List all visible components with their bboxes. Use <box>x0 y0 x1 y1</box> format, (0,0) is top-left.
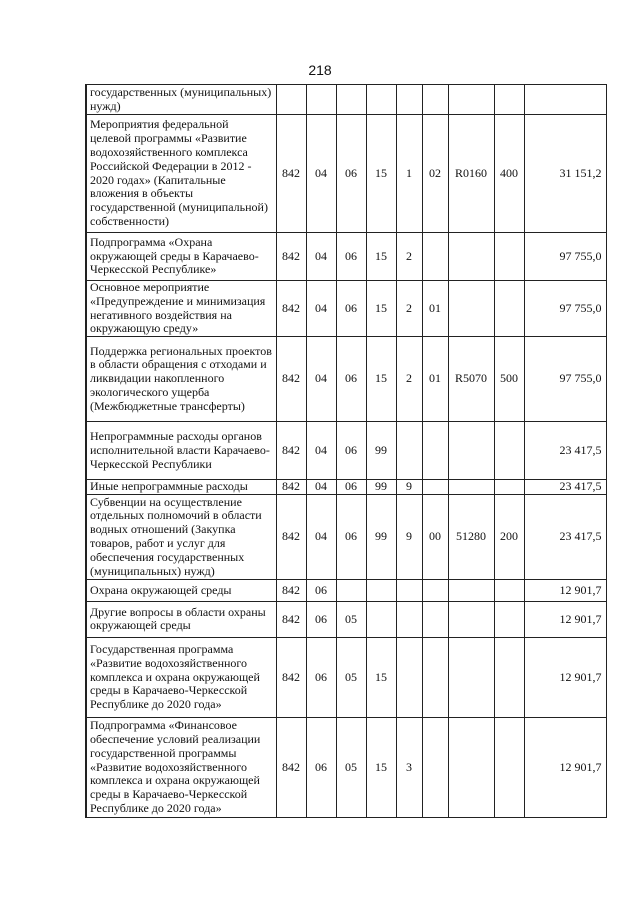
expense-name: Непрограммные расходы органов исполнительной власти Карачаево-Черкесской Республики <box>86 422 276 480</box>
cell-code <box>276 85 306 115</box>
cell-p2 <box>396 422 422 480</box>
row-margin <box>58 480 86 495</box>
cell-vr <box>494 637 524 717</box>
cell-p2 <box>396 85 422 115</box>
cell-vr <box>494 233 524 281</box>
amount-value: 12 901,7 <box>524 717 606 817</box>
cell-p4 <box>448 233 494 281</box>
cell-code: 842 <box>276 422 306 480</box>
cell-p2: 3 <box>396 717 422 817</box>
cell-pr: 05 <box>336 717 366 817</box>
cell-p1: 15 <box>366 717 396 817</box>
cell-rz: 04 <box>306 337 336 422</box>
row-margin <box>58 601 86 637</box>
cell-p2: 9 <box>396 494 422 579</box>
row-margin <box>58 85 86 115</box>
expense-name: Государственная программа «Развитие водохозяйственного комплекса и охрана окружающей среды в Карачаево-Черкесской Республике до 2020 года» <box>86 637 276 717</box>
expense-name: Субвенции на осуществление отдельных полномочий в области водных отношений (Закупка товаров, работ и услуг для обеспечения государственных (муниципальных) нужд) <box>86 494 276 579</box>
table-row <box>58 337 606 422</box>
cell-p1: 99 <box>366 422 396 480</box>
cell-vr <box>494 422 524 480</box>
table-row <box>58 579 606 601</box>
amount-value: 12 901,7 <box>524 579 606 601</box>
cell-p1: 15 <box>366 115 396 233</box>
cell-p1: 99 <box>366 480 396 495</box>
cell-p2: 2 <box>396 337 422 422</box>
cell-p4: R5070 <box>448 337 494 422</box>
cell-p3: 02 <box>422 115 448 233</box>
amount-value: 97 755,0 <box>524 233 606 281</box>
row-margin <box>58 494 86 579</box>
cell-p1 <box>366 601 396 637</box>
cell-p4 <box>448 717 494 817</box>
expense-name: Основное мероприятие «Предупреждение и минимизация негативного воздействия на окружающую среду» <box>86 281 276 337</box>
cell-code: 842 <box>276 637 306 717</box>
row-margin <box>58 717 86 817</box>
row-margin <box>58 337 86 422</box>
expense-name: Мероприятия федеральной целевой программы «Развитие водохозяйственного комплекса Российской Федерации в 2012 - 2020 годах» (Капитальные вложения в объекты государственной (муниципальной) собственности) <box>86 115 276 233</box>
cell-p1: 15 <box>366 637 396 717</box>
row-margin <box>58 422 86 480</box>
cell-p2: 2 <box>396 281 422 337</box>
cell-rz: 04 <box>306 494 336 579</box>
cell-p3: 00 <box>422 494 448 579</box>
row-margin <box>58 233 86 281</box>
table-row <box>58 422 606 480</box>
cell-p3 <box>422 480 448 495</box>
table-row <box>58 601 606 637</box>
cell-p3 <box>422 637 448 717</box>
cell-pr <box>336 579 366 601</box>
amount-value: 12 901,7 <box>524 637 606 717</box>
row-margin <box>58 579 86 601</box>
amount-value: 31 151,2 <box>524 115 606 233</box>
cell-pr: 05 <box>336 637 366 717</box>
cell-rz: 04 <box>306 115 336 233</box>
cell-p1: 15 <box>366 337 396 422</box>
cell-vr: 200 <box>494 494 524 579</box>
cell-p4 <box>448 637 494 717</box>
table-row <box>58 637 606 717</box>
cell-code: 842 <box>276 337 306 422</box>
cell-vr <box>494 281 524 337</box>
cell-p3 <box>422 422 448 480</box>
cell-p1: 15 <box>366 233 396 281</box>
cell-code: 842 <box>276 233 306 281</box>
cell-pr: 05 <box>336 601 366 637</box>
cell-rz: 04 <box>306 281 336 337</box>
cell-p2 <box>396 579 422 601</box>
cell-code: 842 <box>276 494 306 579</box>
cell-p2: 2 <box>396 233 422 281</box>
cell-vr <box>494 579 524 601</box>
cell-pr: 06 <box>336 115 366 233</box>
amount-value: 97 755,0 <box>524 337 606 422</box>
cell-p1: 99 <box>366 494 396 579</box>
row-margin <box>58 115 86 233</box>
cell-p2: 1 <box>396 115 422 233</box>
cell-pr: 06 <box>336 494 366 579</box>
expense-name: Охрана окружающей среды <box>86 579 276 601</box>
cell-rz: 06 <box>306 637 336 717</box>
cell-rz: 06 <box>306 601 336 637</box>
expense-name: Подпрограмма «Финансовое обеспечение условий реализации государственной программы «Развитие водохозяйственного комплекса и охрана окружающей среды в Карачаево-Черкесской Республике до 2020 года» <box>86 717 276 817</box>
cell-vr <box>494 480 524 495</box>
cell-p4 <box>448 422 494 480</box>
table-row <box>58 717 606 817</box>
cell-p2: 9 <box>396 480 422 495</box>
amount-value: 97 755,0 <box>524 281 606 337</box>
table-row <box>58 480 606 495</box>
cell-code: 842 <box>276 281 306 337</box>
cell-rz: 06 <box>306 579 336 601</box>
cell-rz <box>306 85 336 115</box>
table-row <box>58 233 606 281</box>
cell-p3 <box>422 233 448 281</box>
cell-p4 <box>448 480 494 495</box>
cell-p3: 01 <box>422 281 448 337</box>
expense-name: Иные непрограммные расходы <box>86 480 276 495</box>
cell-code: 842 <box>276 601 306 637</box>
cell-p3 <box>422 601 448 637</box>
cell-pr: 06 <box>336 422 366 480</box>
cell-p3 <box>422 85 448 115</box>
expense-name: государственных (муниципальных) нужд) <box>86 85 276 115</box>
row-margin <box>58 281 86 337</box>
cell-pr <box>336 85 366 115</box>
cell-p2 <box>396 601 422 637</box>
cell-vr <box>494 85 524 115</box>
amount-value: 23 417,5 <box>524 494 606 579</box>
cell-p4 <box>448 601 494 637</box>
cell-p4 <box>448 579 494 601</box>
cell-pr: 06 <box>336 281 366 337</box>
cell-rz: 06 <box>306 717 336 817</box>
expense-name: Поддержка региональных проектов в области обращения с отходами и ликвидации накопленного экологического ущерба (Межбюджетные трансферты) <box>86 337 276 422</box>
cell-code: 842 <box>276 115 306 233</box>
cell-vr <box>494 717 524 817</box>
cell-p2 <box>396 637 422 717</box>
table-row <box>58 115 606 233</box>
page-number: 218 <box>308 62 332 78</box>
cell-p1 <box>366 85 396 115</box>
row-margin <box>58 637 86 717</box>
amount-value: 12 901,7 <box>524 601 606 637</box>
cell-p4: R0160 <box>448 115 494 233</box>
cell-code: 842 <box>276 480 306 495</box>
cell-p4: 51280 <box>448 494 494 579</box>
cell-pr: 06 <box>336 337 366 422</box>
table-row <box>58 85 606 115</box>
expense-name: Другие вопросы в области охраны окружающей среды <box>86 601 276 637</box>
table-row <box>58 494 606 579</box>
cell-p3: 01 <box>422 337 448 422</box>
cell-rz: 04 <box>306 422 336 480</box>
cell-pr: 06 <box>336 233 366 281</box>
cell-pr: 06 <box>336 480 366 495</box>
cell-p4 <box>448 85 494 115</box>
cell-rz: 04 <box>306 233 336 281</box>
cell-vr <box>494 601 524 637</box>
cell-vr: 500 <box>494 337 524 422</box>
cell-code: 842 <box>276 717 306 817</box>
cell-p1 <box>366 579 396 601</box>
cell-p4 <box>448 281 494 337</box>
table-row <box>58 281 606 337</box>
expense-name: Подпрограмма «Охрана окружающей среды в Карачаево-Черкесской Республике» <box>86 233 276 281</box>
amount-value: 23 417,5 <box>524 480 606 495</box>
amount-value: 23 417,5 <box>524 422 606 480</box>
cell-code: 842 <box>276 579 306 601</box>
cell-rz: 04 <box>306 480 336 495</box>
cell-p3 <box>422 579 448 601</box>
amount-value <box>524 85 606 115</box>
cell-p1: 15 <box>366 281 396 337</box>
cell-p3 <box>422 717 448 817</box>
cell-vr: 400 <box>494 115 524 233</box>
budget-table <box>58 84 607 818</box>
